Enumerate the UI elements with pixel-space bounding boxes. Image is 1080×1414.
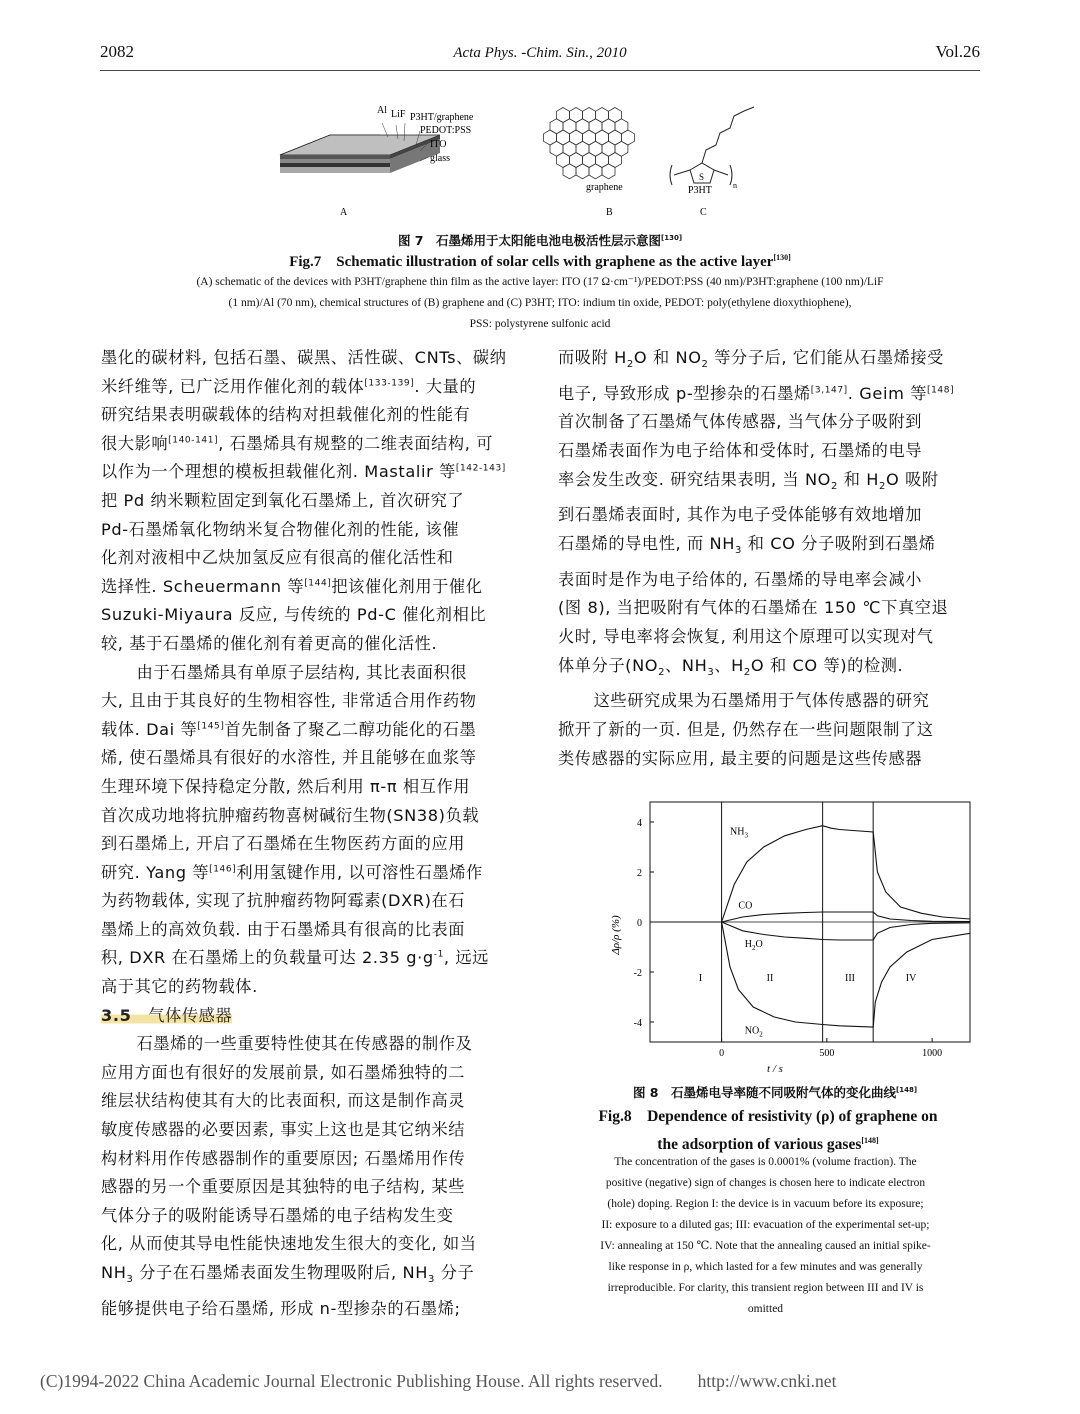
y-tick-label: -4	[633, 1018, 642, 1029]
fig8-note-line: positive (negative) sign of changes is chosen here to indicate electron	[605, 1177, 926, 1189]
x-tick-label: 1000	[922, 1048, 943, 1059]
layer-al-label: Al	[377, 105, 387, 116]
figure-8-chart	[585, 780, 980, 1080]
panel-c-label: C	[700, 207, 707, 218]
fig8-note-line: (hole) doping. Region I: the device is in vacuum before its exposure;	[607, 1198, 924, 1210]
fig7-caption-en: Fig.7 Schematic illustration of solar cells with graphene as the active layer[130]	[289, 253, 791, 270]
region-label: II	[766, 973, 774, 984]
region-label: III	[845, 973, 855, 984]
x-tick-label: 500	[819, 1048, 835, 1059]
panel-b-label: B	[606, 207, 613, 218]
x-tick-label: 0	[719, 1048, 725, 1059]
fig8-note-line: IV: annealing at 150 ℃. Note that the annealing caused an initial spike-	[600, 1240, 931, 1252]
layer-glass-label: glass	[430, 153, 450, 164]
right-column: 而吸附 $H_2O$ 和 $NO_2$ 等分子后, 它们能从石墨烯接受 电子, 导致形成 p-型掺杂的石墨烯[3,147]. Geim 等[148] 首次制备了石墨烯气体传感器, 当气体分子吸附到 石墨烯表面作为电子给体和受体时, 石墨烯的电导 率会发生改变. 研究结果表明, 当 $NO_2$ 和 $H_2O$ 吸附 到石墨烯表面时, 其作为电子受体能够有效地增加 石墨烯的导电性, 而 $NH_3$ 和 CO 分子吸附到石墨烯 表面时是作为电子给体的, 石墨烯的导电率会减小 (图 8), 当把吸附有气体的石墨烯在 150 ℃下真空退 火时, 导电率将会恢复, 利用这个原理可以实现对气 体单分子($NO_2$、$NH_3$、$H_2O$ 和 CO 等)的检测. 这些研究成果为石墨烯用于气体传感器的研究 掀开了新的一页. 但是, 仍然存在一些问题限制了这 类传感器的实际应用, 最主要的问题是这些传感器	[558, 348, 955, 768]
volume-label: Vol.26	[935, 42, 980, 61]
fig8-note-line: The concentration of the gases is 0.0001% (volume fraction). The	[614, 1156, 917, 1168]
fig8-caption-en: Fig.8 Dependence of resistivity (ρ) of graphene on the adsorption of various gases[148]	[598, 1108, 938, 1154]
hexagon-cell	[563, 164, 576, 179]
fig8-note-line: like response in ρ, which lasted for a few minutes and was generally	[608, 1261, 923, 1273]
header-rule	[100, 70, 980, 71]
graphene-label: graphene	[586, 182, 623, 193]
y-tick-label: 2	[637, 868, 642, 879]
series-label: $NO_2$	[744, 1025, 763, 1039]
fig8-note-line: II: exposure to a diluted gas; III: evacuation of the experimental set-up;	[601, 1219, 930, 1231]
fig7-note: (A) schematic of the devices with P3HT/graphene thin film as the active layer: ITO (17 Ω·cm⁻¹)/PEDOT:PSS (40 nm)/P3HT:graphene (100 nm)/LiF (1 nm)/Al (70 nm), chemical structures of (B) graphene and (C) P3HT; ITO: indium tin oxide, PEDOT: poly(ethylene dioxythiophene), PSS: polystyrene sulfonic acid	[196, 276, 884, 330]
series-label: $NH_3$	[730, 826, 748, 840]
fig7-caption-cn: 图 7 石墨烯用于太阳能电池电极活性层示意图[130]	[397, 233, 683, 248]
region-label: I	[698, 973, 703, 984]
y-tick-label: -2	[633, 968, 642, 979]
graphene-structure	[544, 108, 635, 179]
series-label: $H_2O$	[744, 939, 763, 952]
sulfur-label: S	[699, 172, 705, 182]
left-column: 墨化的碳材料, 包括石墨、碳黑、活性碳、CNTs、碳纳 米纤维等, 已广泛用作催化剂的载体[133-139]. 大量的 研究结果表明碳载体的结构对担载催化剂的性能有 很大影响[140-141], 石墨烯具有规整的二维表面结构, 可 以作为一个理想的模板担载催化剂. Mastalir 等[142-143] 把 Pd 纳米颗粒固定到氧化石墨烯上, 首次研究了 Pd-石墨烯氧化物纳米复合物催化剂的性能, 该催 化剂对液相中乙炔加氢反应有很高的催化活性和 选择性. Scheuermann 等[144]把该催化剂用于催化 Suzuki-Miyaura 反应, 与传统的 Pd-C 催化剂相比 较, 基于石墨烯的催化剂有着更高的催化活性. 由于石墨烯具有单原子层结构, 其比表面积很 大, 且由于其良好的生物相容性, 非常适合用作药物 载体. Dai 等[145]首先制备了聚乙二醇功能化的石墨 烯, 使石墨烯具有很好的水溶性, 并且能够在血浆等 生理环境下保持稳定分散, 然后利用 π-π 相互作用 首次成功地将抗肿瘤药物喜树碱衍生物(SN38)负载 到石墨烯上, 开启了石墨烯在生物医药方面的应用 研究. Yang 等[146]利用氢键作用, 以可溶性石墨烯作 为药物载体, 实现了抗肿瘤药物阿霉素(DXR)在石 墨烯上的高效负载. 由于石墨烯具有很高的比表面 积, DXR 在石墨烯上的负载量可达 2.35 $g\cdot g^{-1}$, 远远 高于其它的药物载体. 3.5 气体传感器 石墨烯的一些重要特性使其在传感器的制作及 应用方面也有很好的发展前景, 如石墨烯独特的二 维层状结构使其有大的比表面积, 而这是制作高灵 敏度传感器的必要因素, 事实上这也是其它纳米结 构材料用作传感器制作的重要原因; 石墨烯用作传 感器的另一个重要原因是其独特的电子结构, 某些 气体分子的吸附能诱导石墨烯的电子结构发生变 化, 从而使其导电性能快速地发生很大的变化, 如当 $NH_3$ 分子在石墨烯表面发生物理吸附后, $NH_3$ 分子 能够提供电子给石墨烯, 形成 n-型掺杂的石墨烯;	[101, 344, 526, 1323]
y-tick-label: 4	[637, 818, 642, 829]
fig8-note	[548, 1152, 983, 1320]
fig8-note-line: omitted	[747, 1303, 784, 1315]
page-number: 2082	[100, 42, 134, 61]
hexagon-cell	[589, 164, 602, 179]
journal-title: Acta Phys. -Chim. Sin., 2010	[453, 45, 627, 61]
region-label: IV	[905, 973, 917, 984]
figure-7	[270, 95, 810, 225]
series-line-nh3	[650, 826, 970, 922]
device-stack-diagram	[280, 105, 474, 218]
copyright-footer: (C)1994-2022 China Academic Journal Electronic Publishing House. All rights reserved. http://www.cnki.net	[40, 1371, 837, 1391]
fig8-caption-cn: 图 8 石墨烯电导率随不同吸附气体的变化曲线[148]	[632, 1085, 918, 1100]
y-axis-label: Δρ/ρ (%)	[610, 915, 622, 955]
layer-ito-label: ITO	[430, 139, 447, 150]
x-axis-label: t / s	[767, 1063, 783, 1075]
series-label: CO	[738, 900, 753, 912]
layer-p3ht-label: P3HT/graphene	[410, 112, 474, 123]
section-heading: 3.5 气体传感器	[101, 1005, 233, 1025]
panel-a-label: A	[340, 207, 348, 218]
hexagon-cell	[602, 164, 615, 179]
fig8-note-line: irreproducible. For clarity, this transient region between III and IV is	[607, 1282, 924, 1294]
y-tick-label: 0	[637, 918, 642, 929]
layer-pedot-label: PEDOT:PSS	[420, 125, 472, 136]
hexagon-cell	[576, 164, 589, 179]
p3ht-structure	[670, 107, 754, 185]
n-label: n	[733, 181, 737, 190]
p3ht-label: P3HT	[688, 185, 712, 196]
layer-lif-label: LiF	[391, 109, 406, 120]
series-line-h2	[650, 922, 970, 940]
